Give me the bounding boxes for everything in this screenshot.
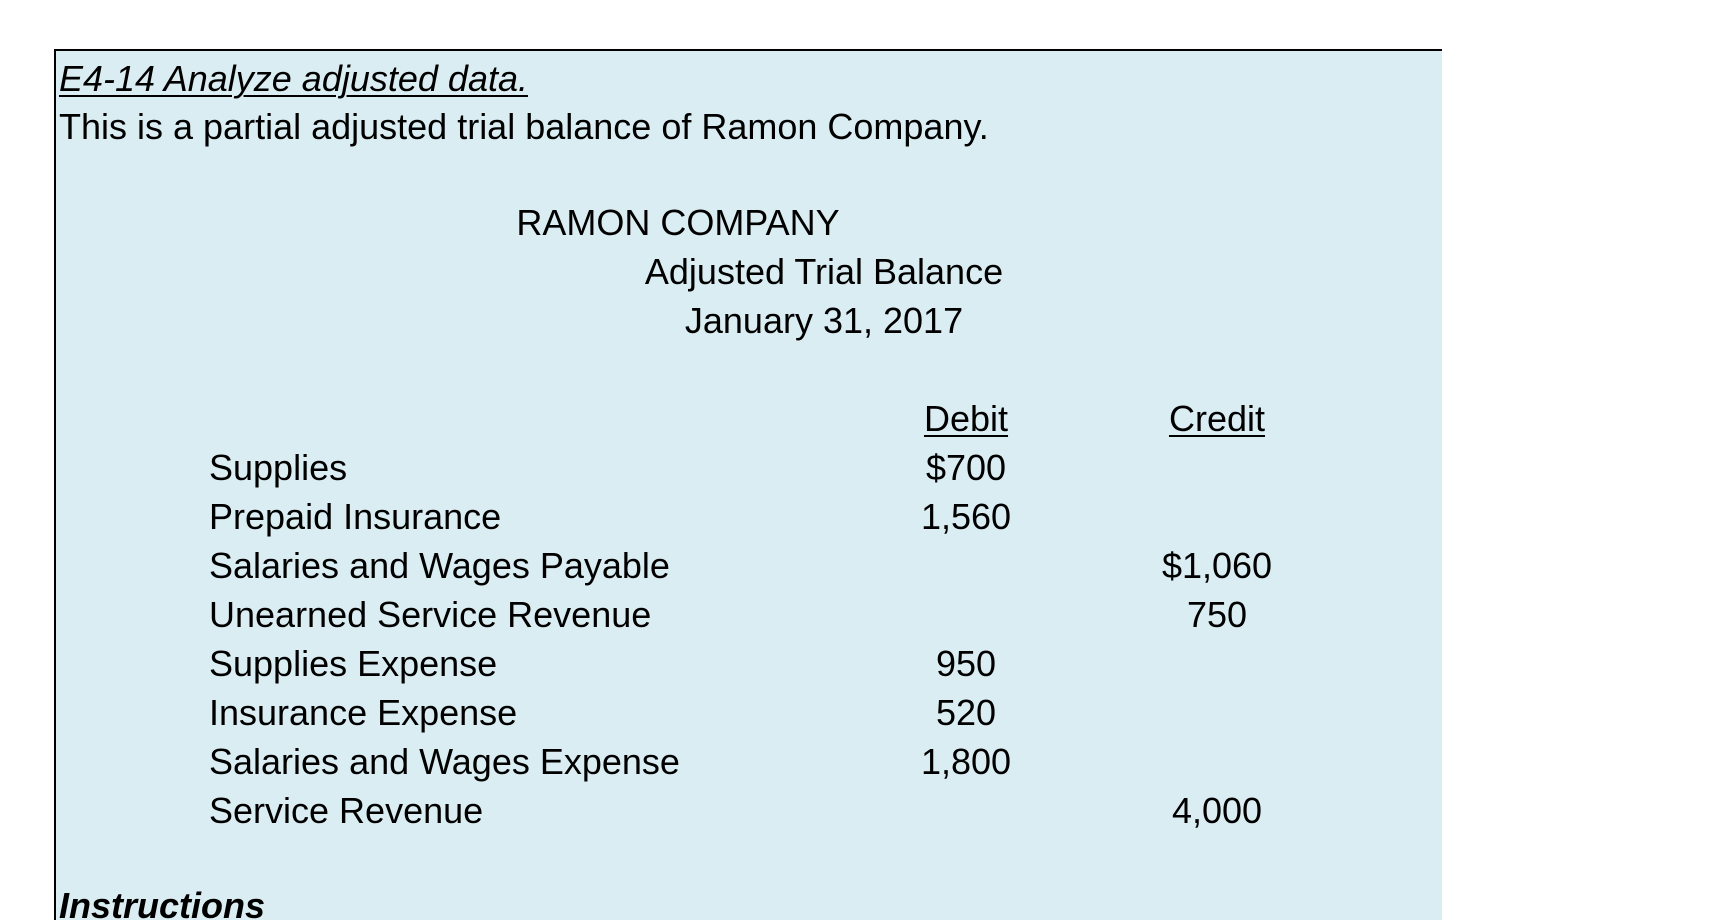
credit-column-header: Credit (1168, 398, 1266, 439)
debit-amount: $700 (925, 447, 1007, 488)
credit-amount: 750 (1186, 594, 1248, 635)
account-name: Salaries and Wages Payable (209, 545, 670, 586)
instructions-heading: Instructions (59, 885, 266, 920)
statement-date: January 31, 2017 (684, 300, 964, 341)
account-name: Unearned Service Revenue (209, 594, 652, 635)
exercise-intro: This is a partial adjusted trial balance of Ramon Company. (59, 106, 989, 147)
account-name: Salaries and Wages Expense (209, 741, 680, 782)
account-name: Prepaid Insurance (209, 496, 502, 537)
debit-column-header: Debit (923, 398, 1009, 439)
statement-name: Adjusted Trial Balance (644, 251, 1004, 292)
credit-amount: $1,060 (1161, 545, 1273, 586)
exercise-sheet (54, 49, 1442, 920)
account-name: Service Revenue (209, 790, 484, 831)
exercise-title: E4-14 Analyze adjusted data. (59, 58, 528, 99)
debit-amount: 1,560 (920, 496, 1012, 537)
debit-amount: 950 (935, 643, 997, 684)
credit-amount: 4,000 (1171, 790, 1263, 831)
account-name: Supplies Expense (209, 643, 498, 684)
account-name: Supplies (209, 447, 348, 488)
account-name: Insurance Expense (209, 692, 518, 733)
debit-amount: 520 (935, 692, 997, 733)
debit-amount: 1,800 (920, 741, 1012, 782)
company-name: RAMON COMPANY (516, 202, 840, 243)
